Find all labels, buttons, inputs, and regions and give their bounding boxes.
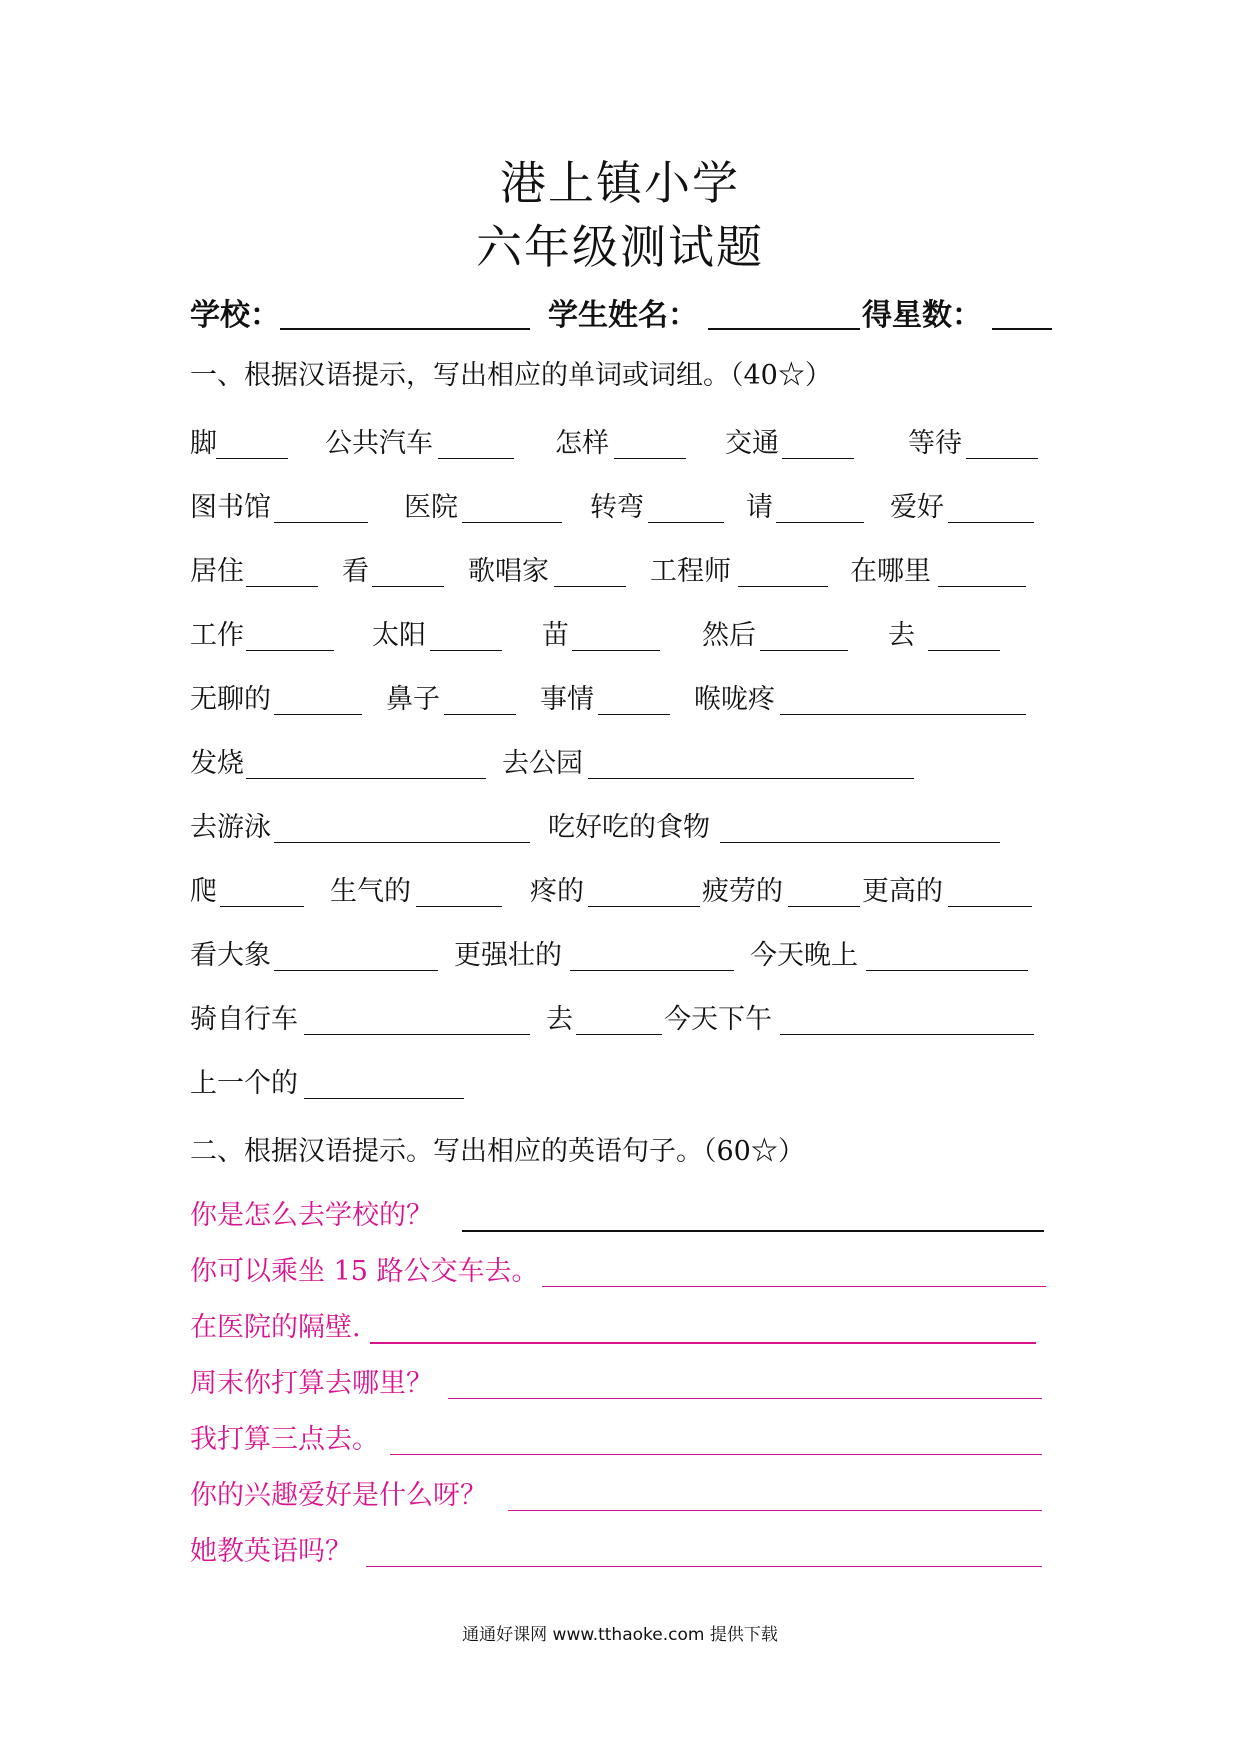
vocab-prompt: 然后 xyxy=(702,620,756,651)
school-field[interactable] xyxy=(280,328,530,330)
answer-blank[interactable] xyxy=(780,714,1026,715)
stars-field[interactable] xyxy=(992,328,1052,330)
vocab-row xyxy=(190,1064,1070,1104)
student-name-field[interactable] xyxy=(708,328,860,330)
answer-blank[interactable] xyxy=(648,522,724,523)
answer-blank[interactable] xyxy=(304,1034,530,1035)
sentence-item xyxy=(190,1252,1050,1292)
answer-blank[interactable] xyxy=(776,522,864,523)
answer-blank[interactable] xyxy=(246,586,318,587)
vocab-prompt: 苗 xyxy=(542,620,569,651)
vocab-prompt: 怎样 xyxy=(555,428,609,459)
sentence-prompt: 你的兴趣爱好是什么呀？ xyxy=(190,1480,487,1511)
vocab-prompt: 歌唱家 xyxy=(468,556,549,587)
answer-blank[interactable] xyxy=(928,650,1000,651)
vocab-prompt: 看 xyxy=(342,556,369,587)
vocab-prompt: 脚 xyxy=(190,428,217,459)
answer-blank[interactable] xyxy=(304,1098,464,1099)
sentence-answer-line[interactable] xyxy=(448,1398,1042,1399)
sentence-item xyxy=(190,1308,1050,1348)
answer-blank[interactable] xyxy=(246,778,486,779)
vocab-row xyxy=(190,680,1070,720)
sentence-item xyxy=(190,1532,1050,1572)
vocab-prompt: 去公园 xyxy=(502,748,583,779)
vocab-row xyxy=(190,936,1070,976)
vocab-prompt: 鼻子 xyxy=(386,684,440,715)
vocab-prompt: 今天晚上 xyxy=(750,940,858,971)
vocab-row xyxy=(190,552,1070,592)
sentence-prompt: 周末你打算去哪里？ xyxy=(190,1368,433,1399)
vocab-prompt: 喉咙疼 xyxy=(694,684,775,715)
vocab-prompt: 无聊的 xyxy=(190,684,271,715)
answer-blank[interactable] xyxy=(866,970,1028,971)
sentence-answer-line[interactable] xyxy=(370,1342,1036,1344)
vocab-prompt: 去 xyxy=(888,620,915,651)
vocab-prompt: 太阳 xyxy=(372,620,426,651)
answer-blank[interactable] xyxy=(966,458,1038,459)
answer-blank[interactable] xyxy=(570,970,734,971)
vocab-row xyxy=(190,872,1070,912)
stars-label: 得星数： xyxy=(862,298,982,333)
answer-blank[interactable] xyxy=(598,714,670,715)
vocab-prompt: 今天下午 xyxy=(664,1004,772,1035)
answer-blank[interactable] xyxy=(554,586,626,587)
vocab-prompt: 吃好吃的食物 xyxy=(548,812,710,843)
sentence-answer-line[interactable] xyxy=(366,1566,1042,1567)
vocab-prompt: 居住 xyxy=(190,556,244,587)
sentence-item xyxy=(190,1196,1050,1236)
sentence-prompt: 你是怎么去学校的？ xyxy=(190,1200,433,1231)
vocab-row xyxy=(190,488,1070,528)
sentence-answer-line[interactable] xyxy=(508,1510,1042,1511)
answer-blank[interactable] xyxy=(246,650,334,651)
sentence-prompt: 在医院的隔壁. xyxy=(190,1312,361,1343)
answer-blank[interactable] xyxy=(438,458,514,459)
vocab-prompt: 工作 xyxy=(190,620,244,651)
vocab-prompt: 工程师 xyxy=(650,556,731,587)
answer-blank[interactable] xyxy=(444,714,516,715)
vocab-row xyxy=(190,808,1070,848)
sentence-answer-line[interactable] xyxy=(390,1454,1042,1455)
answer-blank[interactable] xyxy=(938,586,1026,587)
vocab-prompt: 去游泳 xyxy=(190,812,271,843)
vocab-row xyxy=(190,424,1070,464)
answer-blank[interactable] xyxy=(372,586,444,587)
vocab-prompt: 疼的 xyxy=(530,876,584,907)
vocab-prompt: 上一个的 xyxy=(190,1068,298,1099)
answer-blank[interactable] xyxy=(416,906,502,907)
vocab-prompt: 事情 xyxy=(540,684,594,715)
vocab-row xyxy=(190,744,1070,784)
vocab-prompt: 去 xyxy=(546,1004,573,1035)
answer-blank[interactable] xyxy=(576,1034,662,1035)
sentence-prompt: 她教英语吗？ xyxy=(190,1536,352,1567)
vocab-prompt: 看大象 xyxy=(190,940,271,971)
answer-blank[interactable] xyxy=(588,778,914,779)
vocab-prompt: 更高的 xyxy=(862,876,943,907)
section2-heading: 二、根据汉语提示。写出相应的英语句子。（60☆） xyxy=(190,1136,805,1167)
vocab-prompt: 疲劳的 xyxy=(702,876,783,907)
section1-heading: 一、根据汉语提示，写出相应的单词或词组。（40☆） xyxy=(190,360,832,391)
vocab-prompt: 等待 xyxy=(908,428,962,459)
footer-credit: 通通好课网 www.tthaoke.com 提供下载 xyxy=(462,1625,778,1645)
vocab-prompt: 更强壮的 xyxy=(454,940,562,971)
vocab-prompt: 爱好 xyxy=(890,492,944,523)
answer-blank[interactable] xyxy=(782,458,854,459)
page-title-school: 港上镇小学 xyxy=(500,156,740,210)
answer-blank[interactable] xyxy=(430,650,502,651)
vocab-prompt: 生气的 xyxy=(330,876,411,907)
sentence-prompt: 你可以乘坐 15 路公交车去。 xyxy=(190,1256,539,1287)
student-name-label: 学生姓名： xyxy=(548,298,698,333)
answer-blank[interactable] xyxy=(760,650,848,651)
vocab-prompt: 爬 xyxy=(190,876,217,907)
vocab-prompt: 图书馆 xyxy=(190,492,271,523)
school-label: 学校： xyxy=(190,298,280,333)
sentence-item xyxy=(190,1364,1050,1404)
answer-blank[interactable] xyxy=(788,906,860,907)
answer-blank[interactable] xyxy=(274,714,362,715)
answer-blank[interactable] xyxy=(274,522,368,523)
answer-blank[interactable] xyxy=(588,906,700,907)
student-info-line xyxy=(190,296,1062,336)
answer-blank[interactable] xyxy=(720,842,1000,843)
answer-blank[interactable] xyxy=(614,458,686,459)
vocab-prompt: 交通 xyxy=(725,428,779,459)
answer-blank[interactable] xyxy=(948,906,1032,907)
sentence-answer-line[interactable] xyxy=(462,1230,1044,1232)
vocab-row xyxy=(190,1000,1070,1040)
answer-blank[interactable] xyxy=(780,1034,1034,1035)
sentence-item xyxy=(190,1476,1050,1516)
sentence-prompt: 我打算三点去。 xyxy=(190,1424,379,1455)
sentence-answer-line[interactable] xyxy=(542,1286,1046,1287)
vocab-prompt: 医院 xyxy=(404,492,458,523)
sentence-item xyxy=(190,1420,1050,1460)
answer-blank[interactable] xyxy=(274,842,530,843)
answer-blank[interactable] xyxy=(462,522,562,523)
page-title-test: 六年级测试题 xyxy=(476,220,764,274)
answer-blank[interactable] xyxy=(274,970,438,971)
vocab-prompt: 骑自行车 xyxy=(190,1004,298,1035)
vocab-prompt: 在哪里 xyxy=(850,556,931,587)
answer-blank[interactable] xyxy=(738,586,828,587)
vocab-prompt: 转弯 xyxy=(590,492,644,523)
answer-blank[interactable] xyxy=(948,522,1034,523)
answer-blank[interactable] xyxy=(572,650,660,651)
answer-blank[interactable] xyxy=(220,906,304,907)
vocab-prompt: 请 xyxy=(746,492,773,523)
vocab-row xyxy=(190,616,1070,656)
vocab-prompt: 发烧 xyxy=(190,748,244,779)
answer-blank[interactable] xyxy=(216,458,288,459)
vocab-prompt: 公共汽车 xyxy=(325,428,433,459)
